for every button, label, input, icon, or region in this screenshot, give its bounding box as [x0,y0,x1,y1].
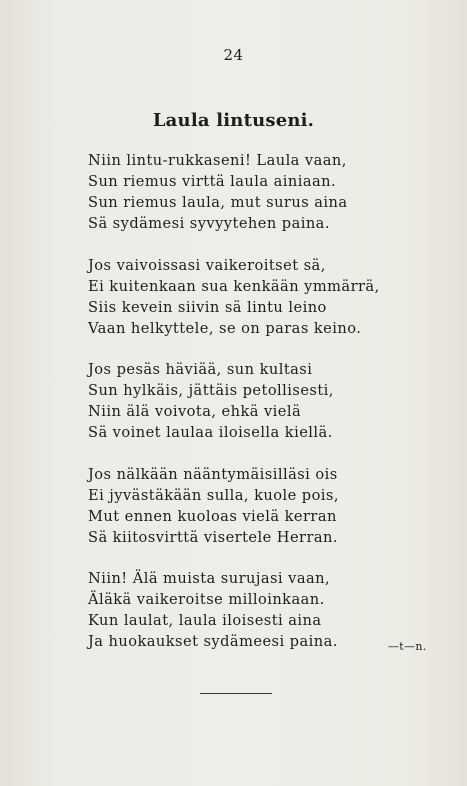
verse-line: Vaan helkyttele, se on paras keino. [88,319,362,337]
verse-line: Sun riemus virttä laula ainiaan. [88,173,337,190]
verse-line: Sun riemus laula, mut surus aina [88,194,348,211]
verse-line: Ja huokaukset sydämeesi paina. [88,633,338,650]
verse-line: Sä sydämesi syvyytehen paina. [88,215,330,232]
poem-title: Laula lintuseni. [152,110,315,131]
verse-line: Jos nälkään nääntymäisilläsi ois [88,465,338,483]
verse-line: Siis kevein siivin sä lintu leino [88,298,327,316]
verse-line: Jos pesäs häviää, sun kultasi [88,361,313,378]
verse-line: Niin lintu-rukkaseni! Laula vaan, [88,152,347,169]
verse-line: Ei kuitenkaan sua kenkään ymmärrä, [88,277,380,295]
verse-line: Jos vaivoissasi vaikeroitset sä, [88,256,326,274]
stanza-5 [88,568,408,652]
stanza-4 [88,464,408,548]
verse-line: Sä voinet laulaa iloisella kiellä. [88,424,333,441]
verse-line: Äläkä vaikeroitse milloinkaan. [88,591,325,608]
author-signature: —t—n. [388,640,427,653]
verse-line: Ei jyvästäkään sulla, kuole pois, [88,486,339,504]
verse-line: Niin! Älä muista surujasi vaan, [88,570,331,587]
verse-line: Kun laulat, laula iloisesti aina [88,612,322,629]
section-divider [200,693,272,694]
stanza-3 [88,359,408,443]
stanza-2 [88,255,408,339]
verse-line: Sä kiitosvirttä visertele Herran. [88,528,338,546]
verse-line: Niin älä voivota, ehkä vielä [88,403,302,420]
verse-line: Mut ennen kuoloas vielä kerran [88,507,337,525]
page-number: 24 [223,46,244,64]
verse-line: Sun hylkäis, jättäis petollisesti, [88,382,334,399]
poem-body [88,150,408,673]
stanza-1 [88,150,408,234]
